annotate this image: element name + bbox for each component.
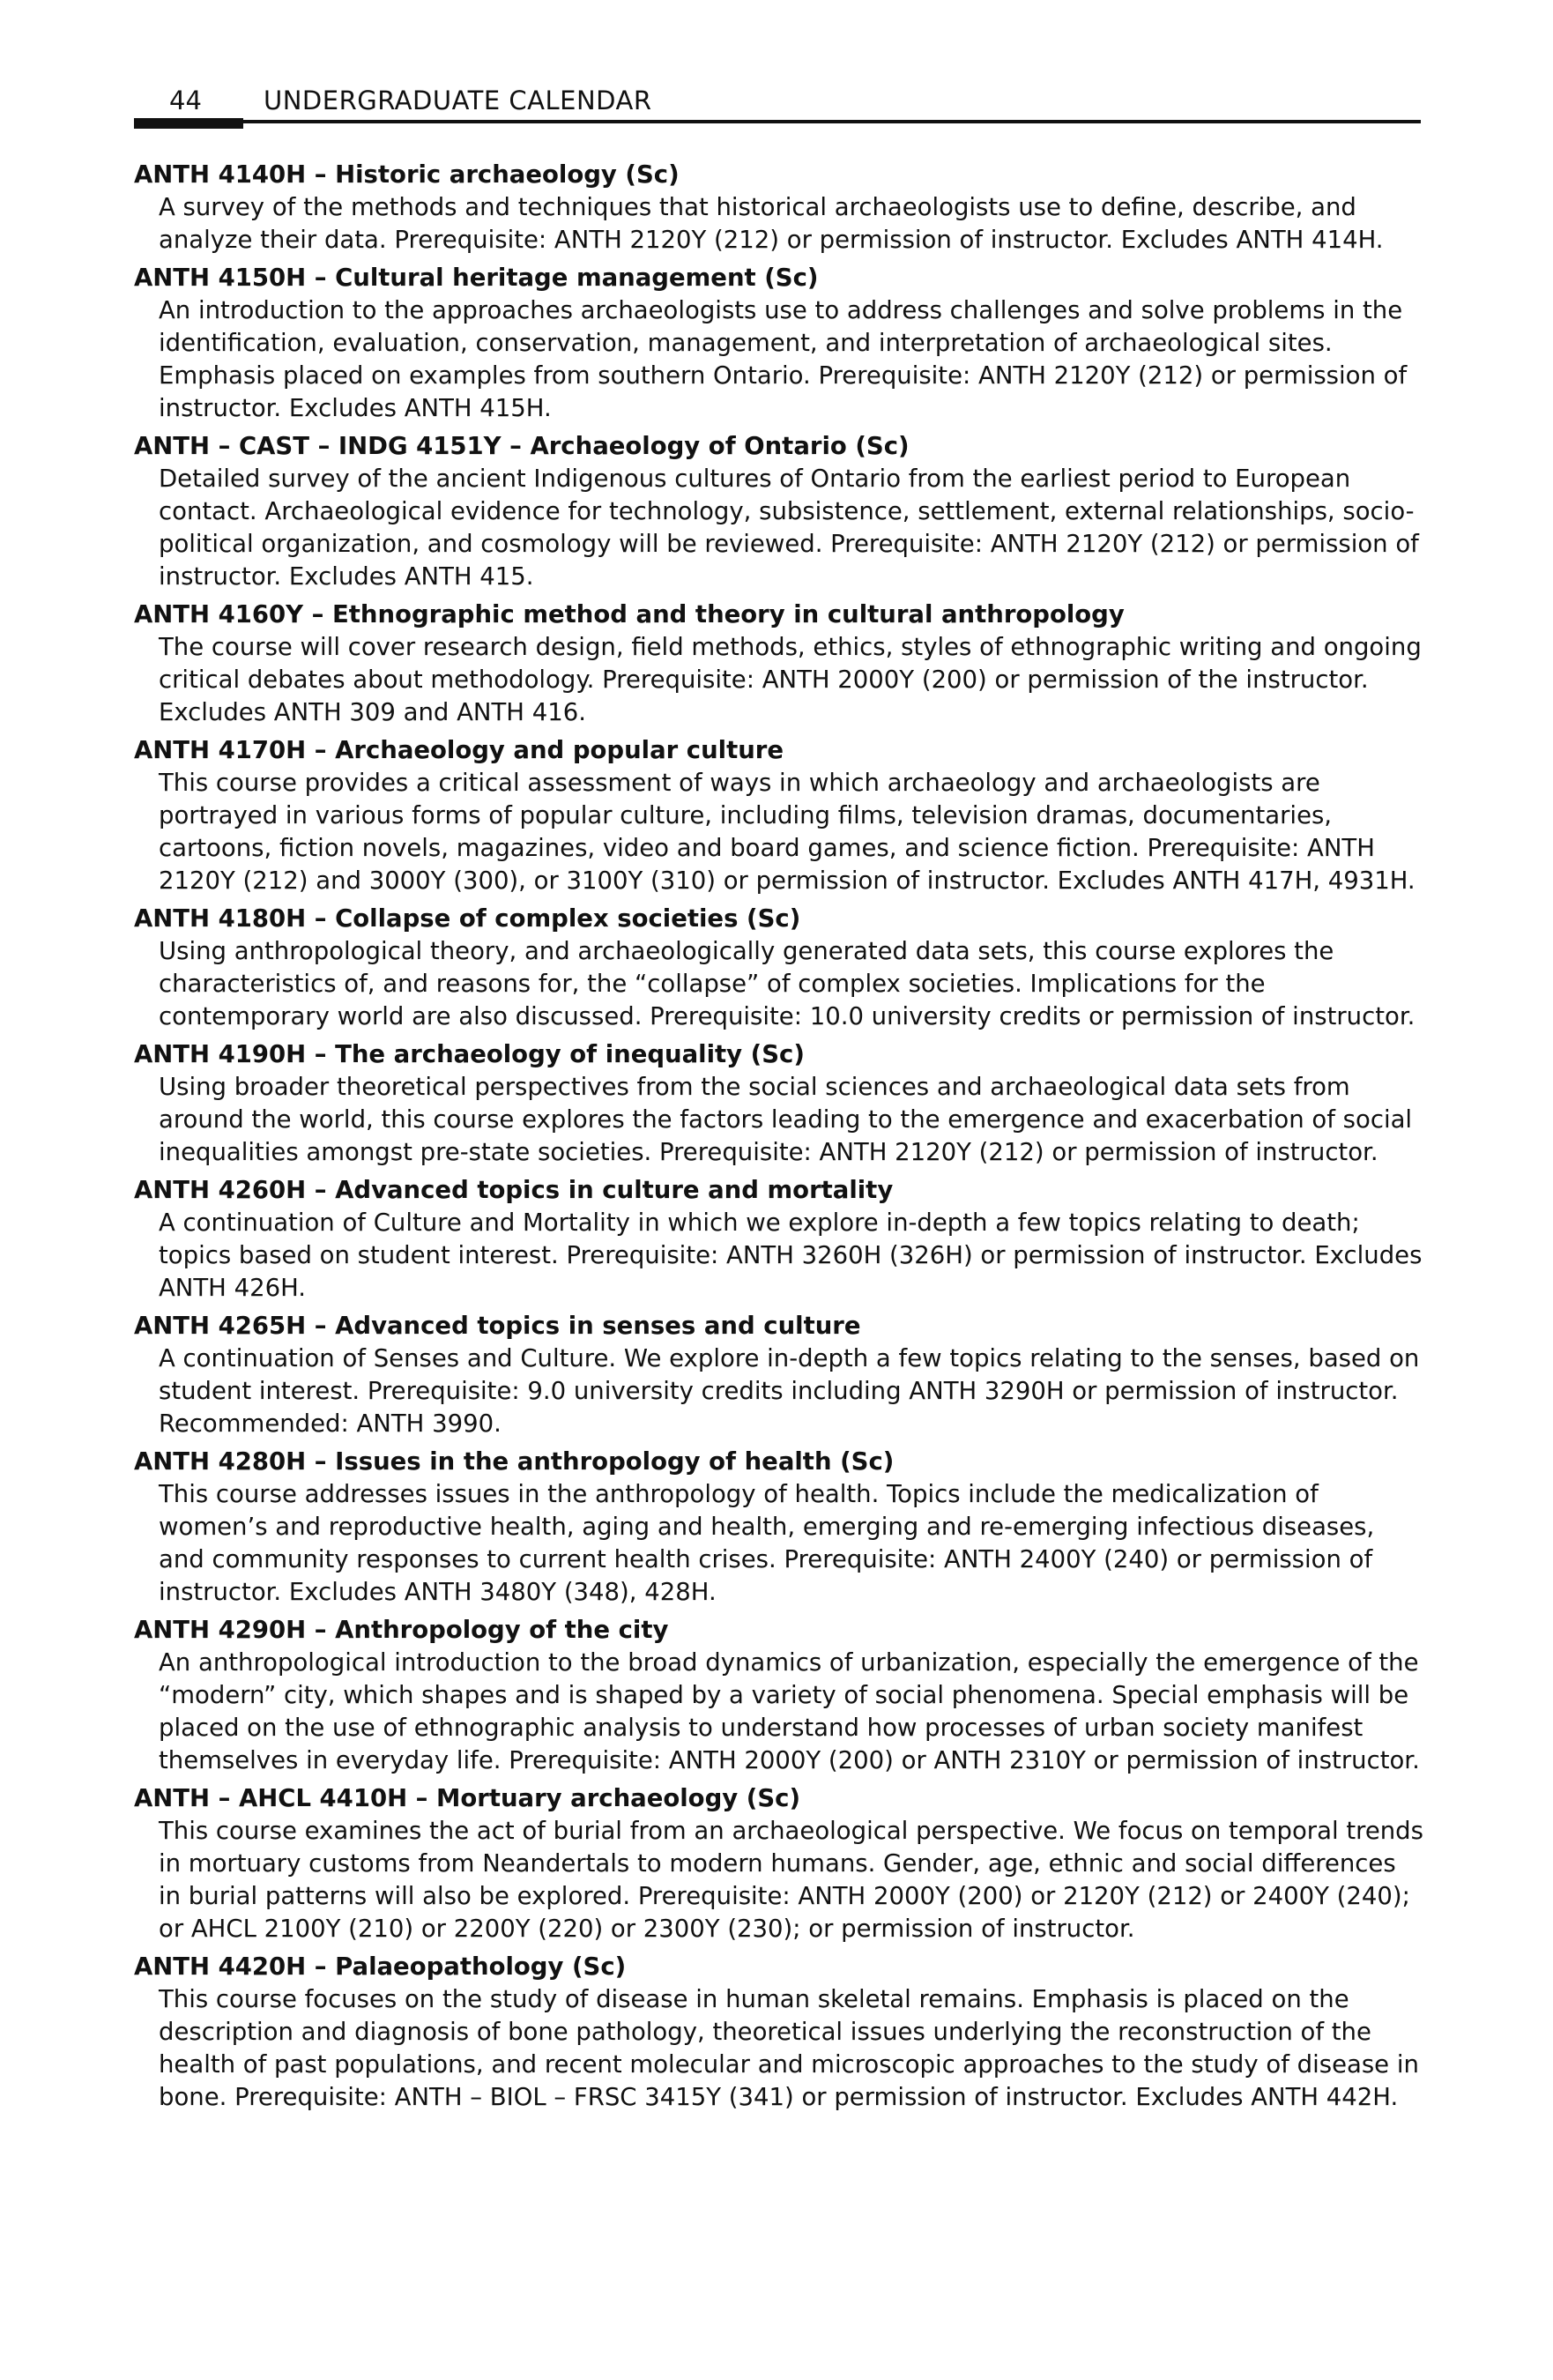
course-entry bbox=[134, 1951, 1425, 2114]
course-title: ANTH 4140H – Historic archaeology (Sc) bbox=[134, 160, 680, 189]
course-list bbox=[134, 159, 1425, 2119]
course-description: This course addresses issues in the anthropology of health. Topics include the medicalization of women’s and reproductive health, aging and health, emerging and re-emerging infectious diseases, and community responses to current health crises. Prerequisite: ANTH 2400Y (240) or permission of instructor. Excludes ANTH 3480Y (348), 428H. bbox=[159, 1480, 1375, 1606]
header-tab-marker bbox=[134, 118, 243, 129]
course-entry bbox=[134, 734, 1425, 897]
course-description: This course focuses on the study of disease in human skeletal remains. Emphasis is placed on the description and diagnosis of bone pathology, theoretical issues underlying the reconstruction of the health of past populations, and recent molecular and microscopic approaches to the study of disease in bone. Prerequisite: ANTH – BIOL – FRSC 3415Y (341) or permission of instructor. Excludes ANTH 442H. bbox=[159, 1985, 1419, 2111]
course-description: An introduction to the approaches archaeologists use to address challenges and solve problems in the identification, evaluation, conservation, management, and interpretation of archaeological sites. Emphasis placed on examples from southern Ontario. Prerequisite: ANTH 2120Y (212) or permission of instructor. Excludes ANTH 415H. bbox=[159, 296, 1408, 422]
course-entry bbox=[134, 1614, 1425, 1777]
course-description: This course examines the act of burial from an archaeological perspective. We focus on temporal trends in mortuary customs from Neandertals to modern humans. Gender, age, ethnic and social differences in burial patterns will also be explored. Prerequisite: ANTH 2000Y (200) or 2120Y (212) or 2400Y (240); or AHCL 2100Y (210) or 2200Y (220) or 2300Y (230); or permission of instructor. bbox=[159, 1817, 1423, 1943]
course-description: A continuation of Senses and Culture. We explore in-depth a few topics relating to the senses, based on student interest. Prerequisite: 9.0 university credits including ANTH 3290H or permission of instructor. Recommended: ANTH 3990. bbox=[159, 1344, 1420, 1438]
course-title: ANTH 4180H – Collapse of complex societies (Sc) bbox=[134, 904, 801, 933]
course-entry bbox=[134, 430, 1425, 593]
page-number: 44 bbox=[169, 86, 202, 115]
course-title: ANTH 4280H – Issues in the anthropology of health (Sc) bbox=[134, 1447, 895, 1476]
course-description: Using anthropological theory, and archaeologically generated data sets, this course explores the characteristics of, and reasons for, the “collapse” of complex societies. Implications for the contemporary world are also discussed. Prerequisite: 10.0 university credits or permission of instructor. bbox=[159, 937, 1416, 1030]
course-description: Using broader theoretical perspectives from the social sciences and archaeological data sets from around the world, this course explores the factors leading to the emergence and exacerbation of social inequalities amongst pre-state societies. Prerequisite: ANTH 2120Y (212) or permission of instructor. bbox=[159, 1073, 1413, 1166]
course-entry bbox=[134, 1446, 1425, 1609]
course-entry bbox=[134, 903, 1425, 1033]
course-title: ANTH 4260H – Advanced topics in culture and mortality bbox=[134, 1176, 894, 1204]
course-entry bbox=[134, 1174, 1425, 1305]
course-entry bbox=[134, 599, 1425, 729]
course-description: An anthropological introduction to the broad dynamics of urbanization, especially the emergence of the “modern” city, which shapes and is shaped by a variety of social phenomena. Special emphasis will be placed on the use of ethnographic analysis to understand how processes of urban society manifest themselves in everyday life. Prerequisite: ANTH 2000Y (200) or ANTH 2310Y or permission of instructor. bbox=[159, 1648, 1420, 1774]
course-title: ANTH – CAST – INDG 4151Y – Archaeology of Ontario (Sc) bbox=[134, 432, 910, 460]
course-entry bbox=[134, 1782, 1425, 1945]
page-header bbox=[134, 69, 1421, 122]
course-entry bbox=[134, 1038, 1425, 1169]
course-title: ANTH – AHCL 4410H – Mortuary archaeology (Sc) bbox=[134, 1784, 801, 1812]
course-title: ANTH 4190H – The archaeology of inequality (Sc) bbox=[134, 1040, 805, 1068]
course-title: ANTH 4170H – Archaeology and popular culture bbox=[134, 736, 784, 764]
course-title: ANTH 4150H – Cultural heritage management (Sc) bbox=[134, 264, 819, 292]
course-description: The course will cover research design, field methods, ethics, styles of ethnographic writing and ongoing critical debates about methodology. Prerequisite: ANTH 2000Y (200) or permission of the instructor. Excludes ANTH 309 and ANTH 416. bbox=[159, 633, 1422, 726]
course-title: ANTH 4265H – Advanced topics in senses and culture bbox=[134, 1312, 861, 1340]
course-description: A continuation of Culture and Mortality in which we explore in-depth a few topics relating to death; topics based on student interest. Prerequisite: ANTH 3260H (326H) or permission of instructor. Excludes ANTH 426H. bbox=[159, 1209, 1423, 1302]
course-entry bbox=[134, 262, 1425, 425]
course-description: This course provides a critical assessment of ways in which archaeology and archaeologists are portrayed in various forms of popular culture, including films, television dramas, documentaries, cartoons, fiction novels, magazines, video and board games, and science fiction. Prerequisite: ANTH 2120Y (212) and 3000Y (300), or 3100Y (310) or permission of instructor. Excludes ANTH 417H, 4931H. bbox=[159, 769, 1416, 895]
course-title: ANTH 4160Y – Ethnographic method and theory in cultural anthropology bbox=[134, 600, 1125, 628]
course-entry bbox=[134, 159, 1425, 257]
course-description: Detailed survey of the ancient Indigenous cultures of Ontario from the earliest period to European contact. Archaeological evidence for technology, subsistence, settlement, external relationships, socio-political organization, and cosmology will be reviewed. Prerequisite: ANTH 2120Y (212) or permission of instructor. Excludes ANTH 415. bbox=[159, 465, 1419, 591]
header-rule bbox=[134, 120, 1421, 123]
running-title: UNDERGRADUATE CALENDAR bbox=[264, 86, 652, 115]
course-title: ANTH 4290H – Anthropology of the city bbox=[134, 1616, 669, 1644]
course-title: ANTH 4420H – Palaeopathology (Sc) bbox=[134, 1952, 627, 1981]
course-entry bbox=[134, 1310, 1425, 1440]
course-description: A survey of the methods and techniques that historical archaeologists use to define, describe, and analyze their data. Prerequisite: ANTH 2120Y (212) or permission of instructor. Excludes ANTH 414H. bbox=[159, 193, 1384, 254]
